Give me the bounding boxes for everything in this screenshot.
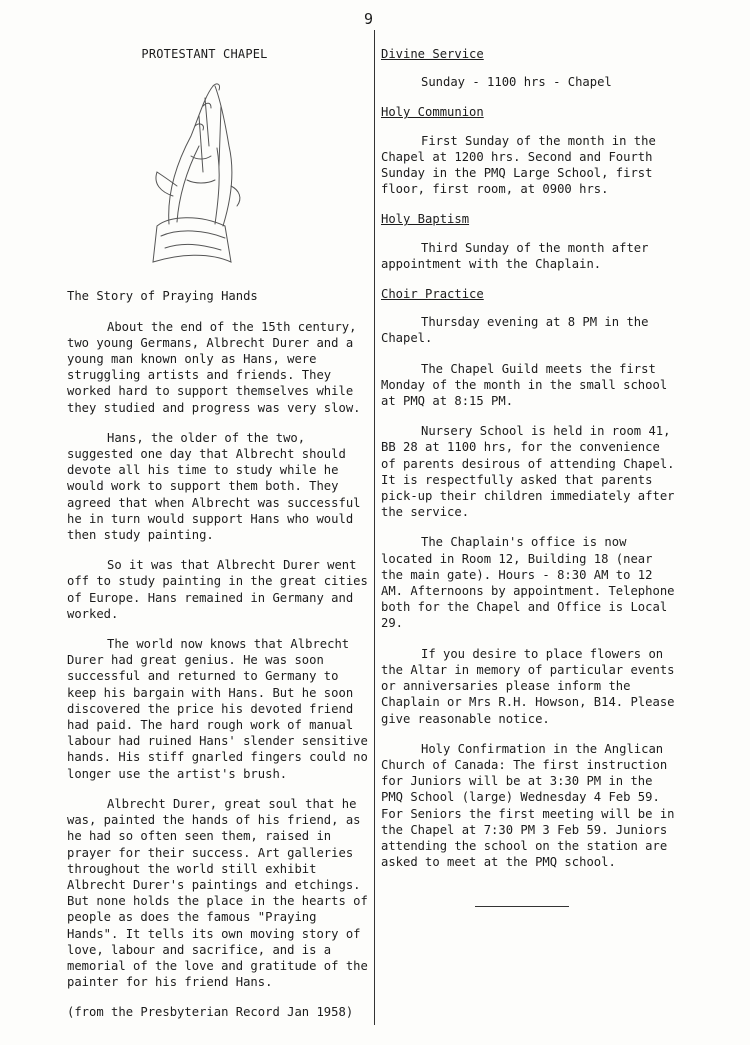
notice-paragraph: If you desire to place flowers on the Altar in memory of particular events or anniversaries please inform the Chaplain or Mrs R.H. Howson, B14. Please give reasonable notice.	[381, 646, 675, 726]
right-column	[381, 46, 681, 907]
page-number: 9	[364, 10, 374, 28]
citation: (from the Presbyterian Record Jan 1958)	[67, 1005, 354, 1020]
story-paragraph: About the end of the 15th century, two young Germans, Albrecht Durer and a young man known only as Hans, were struggling artists and friends. They worked hard to support themselves while they studied and progress was very slow.	[67, 319, 361, 415]
holy-baptism-text: Third Sunday of the month after appointment with the Chaplain.	[381, 240, 649, 271]
column-divider	[374, 30, 375, 1025]
holy-baptism-heading: Holy Baptism	[381, 212, 470, 227]
notice-paragraph: Nursery School is held in room 41, BB 28 at 1100 hrs, for the convenience of parents desirous of attending Chapel. It is respectfully asked that parents pick-up their children immediately after the service.	[381, 424, 675, 520]
divine-service-heading: Divine Service	[381, 47, 484, 61]
divine-service-text: Sunday - 1100 hrs - Chapel	[421, 75, 612, 90]
story-paragraph: So it was that Albrecht Durer went off to study painting in the great cities of Europe. Hans remained in Germany and worked.	[67, 558, 368, 621]
praying-hands-illustration	[139, 76, 259, 266]
notice-paragraph: The Chapel Guild meets the first Monday of the month in the small school at PMQ at 8:15 PM.	[381, 361, 668, 409]
story-title: The Story of Praying Hands	[67, 289, 258, 304]
notice-paragraph: Holy Confirmation in the Anglican Church of Canada: The first instruction for Juniors will be at 3:30 PM in the PMQ School (large) Wednesday 4 Feb 59. For Seniors the first meeting will be in the Chapel at 7:30 PM 3 Feb 59. Juniors attending the school on the station are asked to meet at the PMQ school.	[381, 741, 675, 870]
choir-practice-heading: Choir Practice	[381, 287, 484, 302]
story-paragraph: The world now knows that Albrecht Durer had great genius. He was soon successful and returned to Germany to keep his bargain with Hans. But he soon discovered the price his devoted friend had paid. The hard rough work of manual labour had ruined Hans' slender sensitive hands. His stiff gnarled fingers could no longer use the artist's brush.	[67, 637, 368, 781]
story-paragraph: Hans, the older of the two, suggested one day that Albrecht should devote all his time to study while he would work to support them both. They agreed that when Albrecht was successful he in turn would support Hans who would then study painting.	[67, 430, 361, 543]
chapel-title: PROTESTANT CHAPEL	[141, 47, 268, 61]
notice-paragraph: The Chaplain's office is now located in Room 12, Building 18 (near the main gate). Hours - 8:30 AM to 12 AM. Afternoons by appointment. Telephone both for the Chapel and Office is Local 29.	[381, 535, 675, 631]
holy-communion-text: First Sunday of the month in the Chapel at 1200 hrs. Second and Fourth Sunday in the PMQ Large School, first floor, first room, at 0900 hrs.	[381, 133, 656, 197]
left-column	[67, 46, 372, 1021]
story-paragraph: Albrecht Durer, great soul that he was, painted the hands of his friend, as he had so often seen them, raised in prayer for their success. Art galleries throughout the world still exhibit Albrecht Durer's paintings and etchings. But none holds the place in the hearts of people as does the famous "Praying Hands". It tells its own moving story of love, labour and sacrifice, and is a memorial of the love and gratitude of the painter for his friend Hans.	[67, 796, 368, 990]
choir-practice-text: Thursday evening at 8 PM in the Chapel.	[381, 315, 649, 346]
section-end-rule	[475, 906, 569, 907]
holy-communion-heading: Holy Communion	[381, 105, 484, 120]
